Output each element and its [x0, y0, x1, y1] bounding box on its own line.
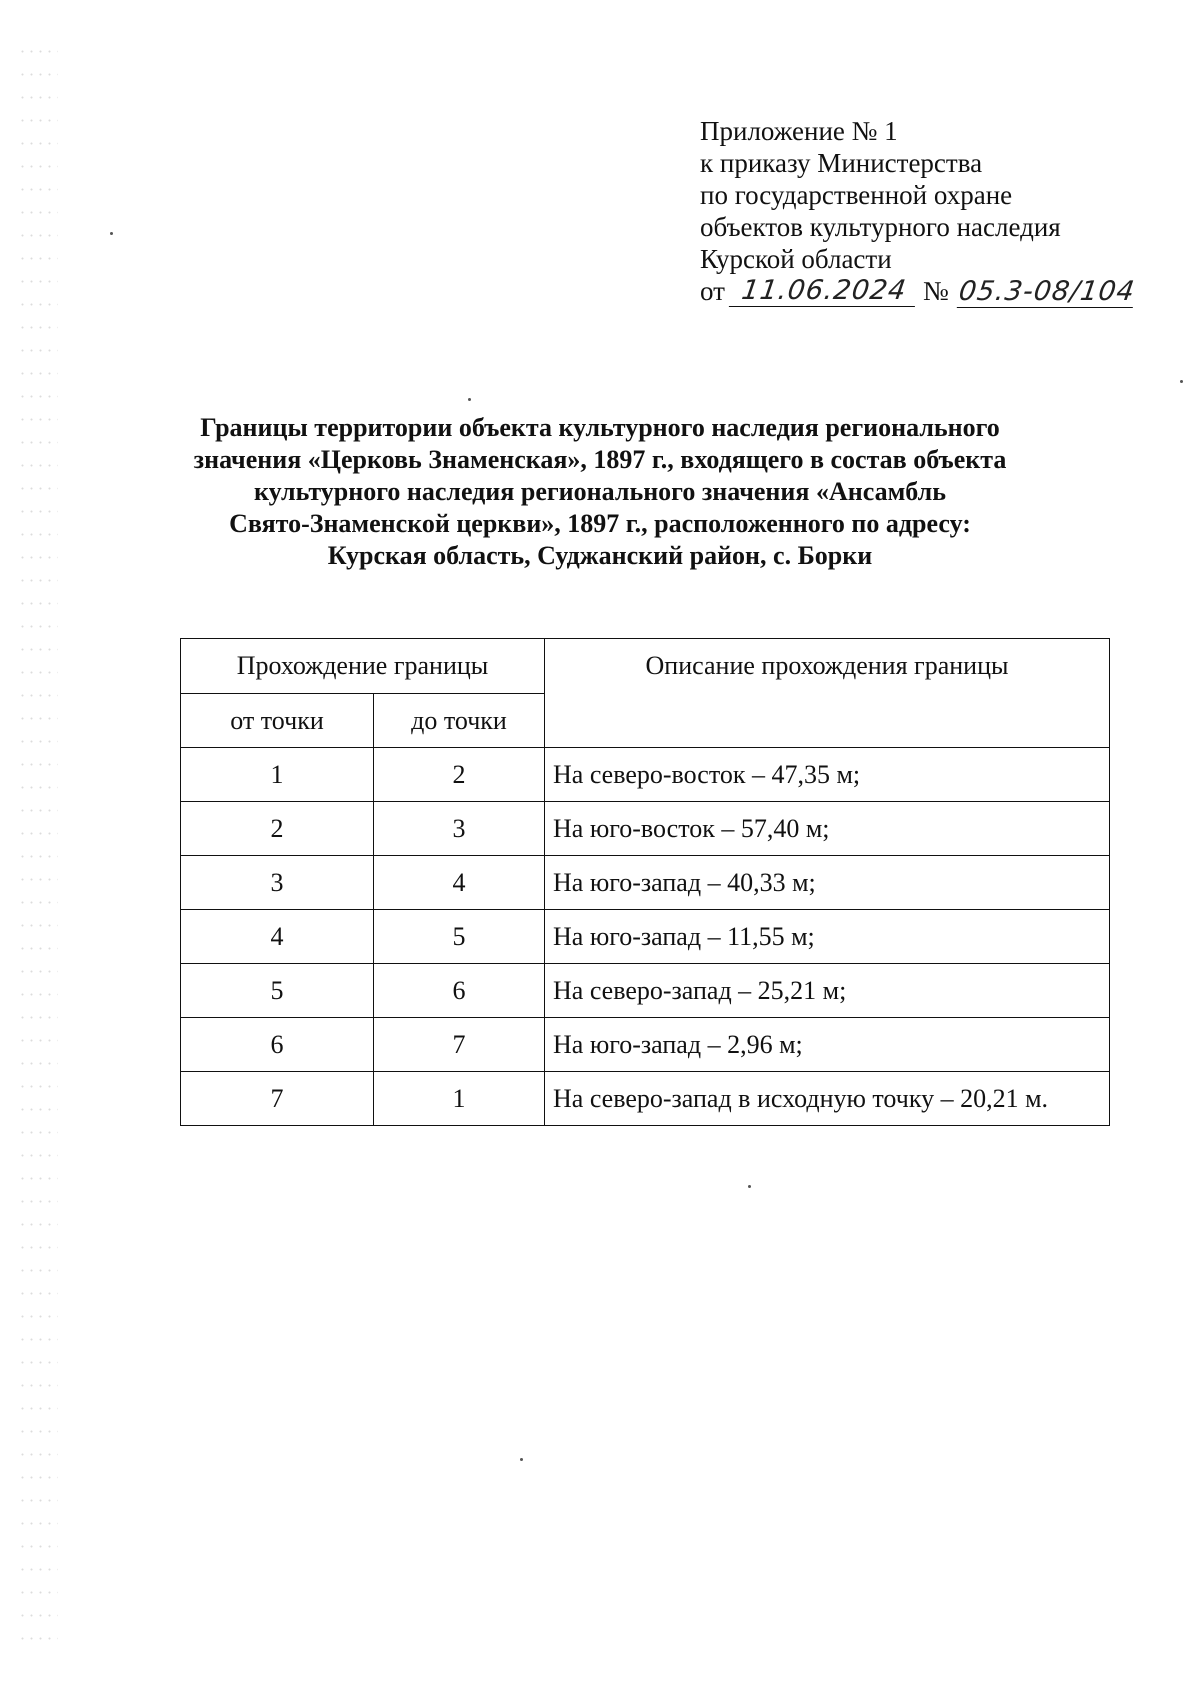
appendix-line: объектов культурного наследия — [700, 212, 1061, 242]
cell-from: 2 — [181, 802, 374, 856]
header-to: до точки — [374, 694, 545, 748]
cell-description: На северо-восток – 47,35 м; — [545, 748, 1110, 802]
appendix-line: Приложение № 1 — [700, 116, 898, 146]
order-number-label: № — [922, 276, 949, 306]
cell-from: 5 — [181, 964, 374, 1018]
table-row — [181, 1072, 1110, 1126]
header-from: от точки — [181, 694, 374, 748]
scan-speck — [1180, 380, 1183, 383]
cell-to: 7 — [374, 1018, 545, 1072]
cell-to: 2 — [374, 748, 545, 802]
table-header-row — [181, 639, 1110, 694]
appendix-line: к приказу Министерства — [700, 148, 983, 178]
order-reference — [700, 275, 1160, 307]
cell-description: На юго-запад – 40,33 м; — [545, 856, 1110, 910]
table-row — [181, 802, 1110, 856]
scan-speck — [110, 232, 113, 235]
title-line: Курская область, Суджанский район, с. Борки — [327, 541, 873, 570]
scan-speck — [468, 398, 471, 401]
appendix-line: Курской области — [700, 244, 892, 274]
cell-description: На юго-запад – 11,55 м; — [545, 910, 1110, 964]
scan-speck — [520, 1458, 523, 1461]
boundary-table — [180, 638, 1110, 1126]
cell-from: 4 — [181, 910, 374, 964]
cell-from: 3 — [181, 856, 374, 910]
table-row — [181, 1018, 1110, 1072]
cell-description: На юго-запад – 2,96 м; — [545, 1018, 1110, 1072]
scan-speck — [748, 1185, 751, 1188]
cell-from: 6 — [181, 1018, 374, 1072]
cell-description: На северо-запад в исходную точку – 20,21 м. — [545, 1072, 1110, 1126]
cell-to: 4 — [374, 856, 545, 910]
header-description: Описание прохождения границы — [545, 639, 1110, 748]
cell-from: 7 — [181, 1072, 374, 1126]
cell-description: На северо-запад – 25,21 м; — [545, 964, 1110, 1018]
table-row — [181, 910, 1110, 964]
scan-noise — [18, 40, 58, 1660]
document-title — [120, 412, 1080, 572]
table-row — [181, 748, 1110, 802]
table-row — [181, 964, 1110, 1018]
appendix-line: по государственной охране — [700, 180, 1013, 210]
header-passage: Прохождение границы — [181, 639, 545, 694]
title-line: Свято-Знаменской церкви», 1897 г., расположенного по адресу: — [229, 509, 971, 538]
title-line: культурного наследия регионального значения «Ансамбль — [254, 477, 946, 506]
order-prefix: от — [700, 276, 725, 306]
order-number-handwritten — [953, 277, 1155, 307]
table-row — [181, 856, 1110, 910]
appendix-header — [700, 115, 1160, 307]
cell-to: 6 — [374, 964, 545, 1018]
order-number-value: 05.3-08/104 — [956, 276, 1137, 307]
title-line: Границы территории объекта культурного наследия регионального — [200, 413, 1000, 442]
title-line: значения «Церковь Знаменская», 1897 г., входящего в состав объекта — [193, 445, 1007, 474]
cell-from: 1 — [181, 748, 374, 802]
cell-to: 5 — [374, 910, 545, 964]
cell-description: На юго-восток – 57,40 м; — [545, 802, 1110, 856]
cell-to: 1 — [374, 1072, 545, 1126]
cell-to: 3 — [374, 802, 545, 856]
order-date-handwritten: 11.06.2024 — [729, 276, 919, 307]
